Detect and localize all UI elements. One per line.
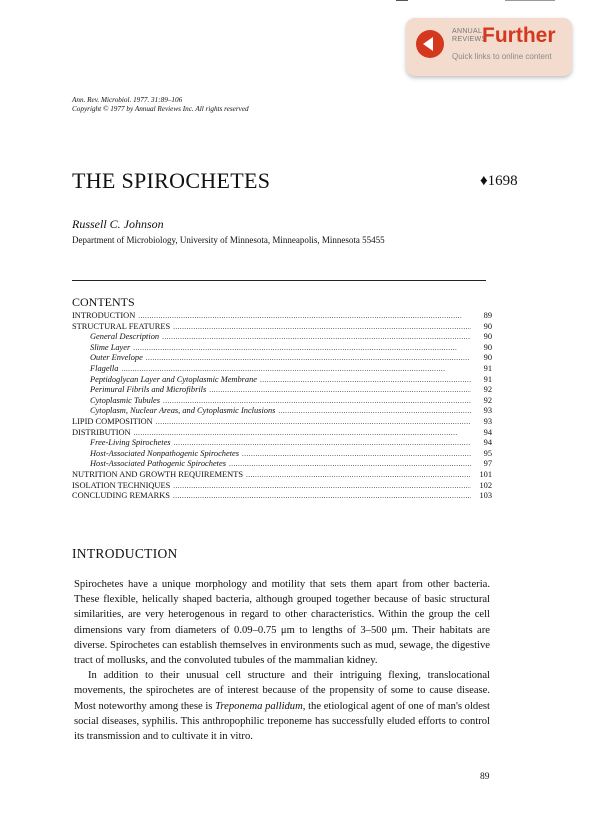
toc-entry[interactable] bbox=[72, 332, 492, 343]
body-text bbox=[74, 577, 490, 744]
further-badge[interactable] bbox=[406, 18, 572, 76]
toc-entry-label: Outer Envelope bbox=[90, 353, 143, 363]
toc-leader-dots bbox=[134, 428, 471, 439]
author-name: Russell C. Johnson bbox=[72, 217, 164, 231]
toc-entry-page: 89 bbox=[483, 311, 492, 320]
toc-entry-page: 103 bbox=[479, 491, 492, 501]
toc-entry[interactable] bbox=[72, 311, 492, 322]
toc-leader-dots bbox=[246, 470, 471, 481]
toc-leader-dots bbox=[173, 491, 471, 502]
table-of-contents bbox=[72, 311, 492, 502]
toc-leader-dots bbox=[146, 353, 471, 364]
toc-entry-page: 94 bbox=[483, 427, 492, 437]
toc-entry[interactable] bbox=[72, 364, 492, 375]
toc-entry-page: 92 bbox=[483, 395, 492, 405]
toc-entry[interactable] bbox=[72, 343, 492, 354]
toc-leader-dots bbox=[163, 396, 471, 407]
toc-entry-page: 91 bbox=[483, 363, 492, 373]
toc-entry-label: STRUCTURAL FEATURES bbox=[72, 321, 171, 331]
toc-entry-page: 95 bbox=[483, 448, 492, 458]
toc-entry-label: Host-Associated Nonpathogenic Spirochetes bbox=[90, 448, 240, 458]
toc-entry-label: Peptidoglycan Layer and Cytoplasmic Membrane bbox=[90, 374, 258, 384]
page-number: 89 bbox=[480, 772, 490, 782]
toc-entry[interactable] bbox=[72, 428, 492, 439]
toc-leader-dots bbox=[174, 438, 471, 449]
toc-leader-dots bbox=[121, 364, 471, 375]
article-code: ♦1698 bbox=[480, 173, 518, 189]
toc-entry-label: Cytoplasmic Tubules bbox=[90, 395, 161, 405]
toc-entry[interactable] bbox=[72, 449, 492, 460]
toc-entry-label: Cytoplasm, Nuclear Areas, and Cytoplasmic Inclusions bbox=[90, 406, 276, 416]
toc-entry[interactable] bbox=[72, 353, 492, 364]
toc-leader-dots bbox=[173, 322, 471, 333]
toc-entry-page: 90 bbox=[483, 353, 492, 363]
toc-entry[interactable] bbox=[72, 322, 492, 333]
toc-leader-dots bbox=[209, 385, 471, 396]
toc-entry[interactable] bbox=[72, 406, 492, 417]
toc-entry-page: 94 bbox=[483, 438, 492, 448]
toc-entry[interactable] bbox=[72, 417, 492, 428]
toc-entry-page: 90 bbox=[483, 342, 492, 352]
toc-entry[interactable] bbox=[72, 491, 492, 502]
toc-entry-page: 92 bbox=[483, 385, 492, 395]
toc-entry-label: Free-Living Spirochetes bbox=[90, 438, 171, 448]
toc-leader-dots bbox=[138, 311, 471, 322]
toc-entry-page: 93 bbox=[483, 416, 492, 426]
toc-entry[interactable] bbox=[72, 396, 492, 407]
toc-entry-page: 102 bbox=[479, 480, 492, 490]
toc-entry-label: Flagella bbox=[90, 363, 119, 373]
toc-leader-dots bbox=[162, 332, 471, 343]
species-name: Treponema pallidum, bbox=[215, 700, 306, 712]
toc-entry-label: General Description bbox=[90, 332, 160, 342]
toc-leader-dots bbox=[260, 375, 471, 386]
toc-entry[interactable] bbox=[72, 375, 492, 386]
author-affiliation: Department of Microbiology, University of Minnesota, Minneapolis, Minnesota 55455 bbox=[72, 235, 385, 245]
annual-reviews-logo: ANNUAL REVIEWS bbox=[452, 28, 487, 43]
toc-entry-page: 90 bbox=[483, 321, 492, 331]
further-label: Further bbox=[482, 24, 556, 47]
toc-leader-dots bbox=[242, 449, 471, 460]
toc-entry[interactable] bbox=[72, 438, 492, 449]
toc-leader-dots bbox=[229, 459, 471, 470]
toc-entry-page: 101 bbox=[479, 469, 492, 479]
quick-links-label: Quick links to online content bbox=[452, 52, 552, 61]
toc-entry-page: 91 bbox=[483, 374, 492, 384]
citation-line: Ann. Rev. Microbiol. 1977. 31:89–106 bbox=[72, 96, 183, 104]
toc-leader-dots bbox=[133, 343, 471, 354]
contents-heading: CONTENTS bbox=[72, 295, 135, 309]
toc-entry[interactable] bbox=[72, 459, 492, 470]
article-title: THE SPIROCHETES bbox=[72, 168, 271, 193]
toc-entry[interactable] bbox=[72, 385, 492, 396]
toc-entry-label: LIPID COMPOSITION bbox=[72, 416, 153, 426]
toc-entry-label: NUTRITION AND GROWTH REQUIREMENTS bbox=[72, 469, 243, 479]
toc-entry[interactable] bbox=[72, 481, 492, 492]
paragraph: In addition to their unusual cell structure and their intriguing flexing, translocational movements, the spirochetes are of interest because of the propensity of some to cause disease. Most noteworthy among these is Treponema pallidum, the etiological agent of one of man's oldest social diseases, syphilis. This anthropophilic treponeme has successfully eluded efforts to control its transmission and to cultivate it in vitro. bbox=[74, 670, 490, 743]
top-edge-mark bbox=[505, 0, 555, 1]
toc-entry-label: Perimural Fibrils and Microfibrils bbox=[90, 385, 207, 395]
divider bbox=[72, 280, 486, 281]
copyright-line: Copyright © 1977 by Annual Reviews Inc. All rights reserved bbox=[72, 105, 249, 113]
toc-entry-page: 93 bbox=[483, 406, 492, 416]
toc-entry-label: ISOLATION TECHNIQUES bbox=[72, 480, 171, 490]
toc-entry[interactable] bbox=[72, 470, 492, 481]
toc-leader-dots bbox=[156, 417, 471, 428]
section-heading-introduction: INTRODUCTION bbox=[72, 546, 178, 561]
toc-entry-label: INTRODUCTION bbox=[72, 311, 136, 320]
toc-leader-dots bbox=[173, 481, 471, 492]
paragraph: Spirochetes have a unique morphology and motility that sets them apart from other bacteria. These flexible, helically shaped bacteria, although grouped together because of basic structural similarities, are very heterogenous in regard to other characteristics. Within the group the cell dimensions vary from diameters of 0.09–0.75 μm to lengths of 3–500 μm. Their habitats are diverse. Spirochetes can establish themselves in environments such as mud, sewage, the digestive tract of mollusks, and the convoluted tubules of the mammalian kidney. bbox=[74, 579, 490, 667]
toc-entry-label: Slime Layer bbox=[90, 342, 131, 352]
toc-entry-label: Host-Associated Pathogenic Spirochetes bbox=[90, 459, 226, 469]
toc-entry-page: 97 bbox=[483, 459, 492, 469]
toc-entry-page: 90 bbox=[483, 332, 492, 342]
back-arrow-icon bbox=[416, 30, 444, 58]
toc-entry-label: CONCLUDING REMARKS bbox=[72, 491, 170, 501]
toc-leader-dots bbox=[278, 406, 471, 417]
toc-entry-label: DISTRIBUTION bbox=[72, 427, 131, 437]
top-edge-mark bbox=[396, 0, 408, 1]
